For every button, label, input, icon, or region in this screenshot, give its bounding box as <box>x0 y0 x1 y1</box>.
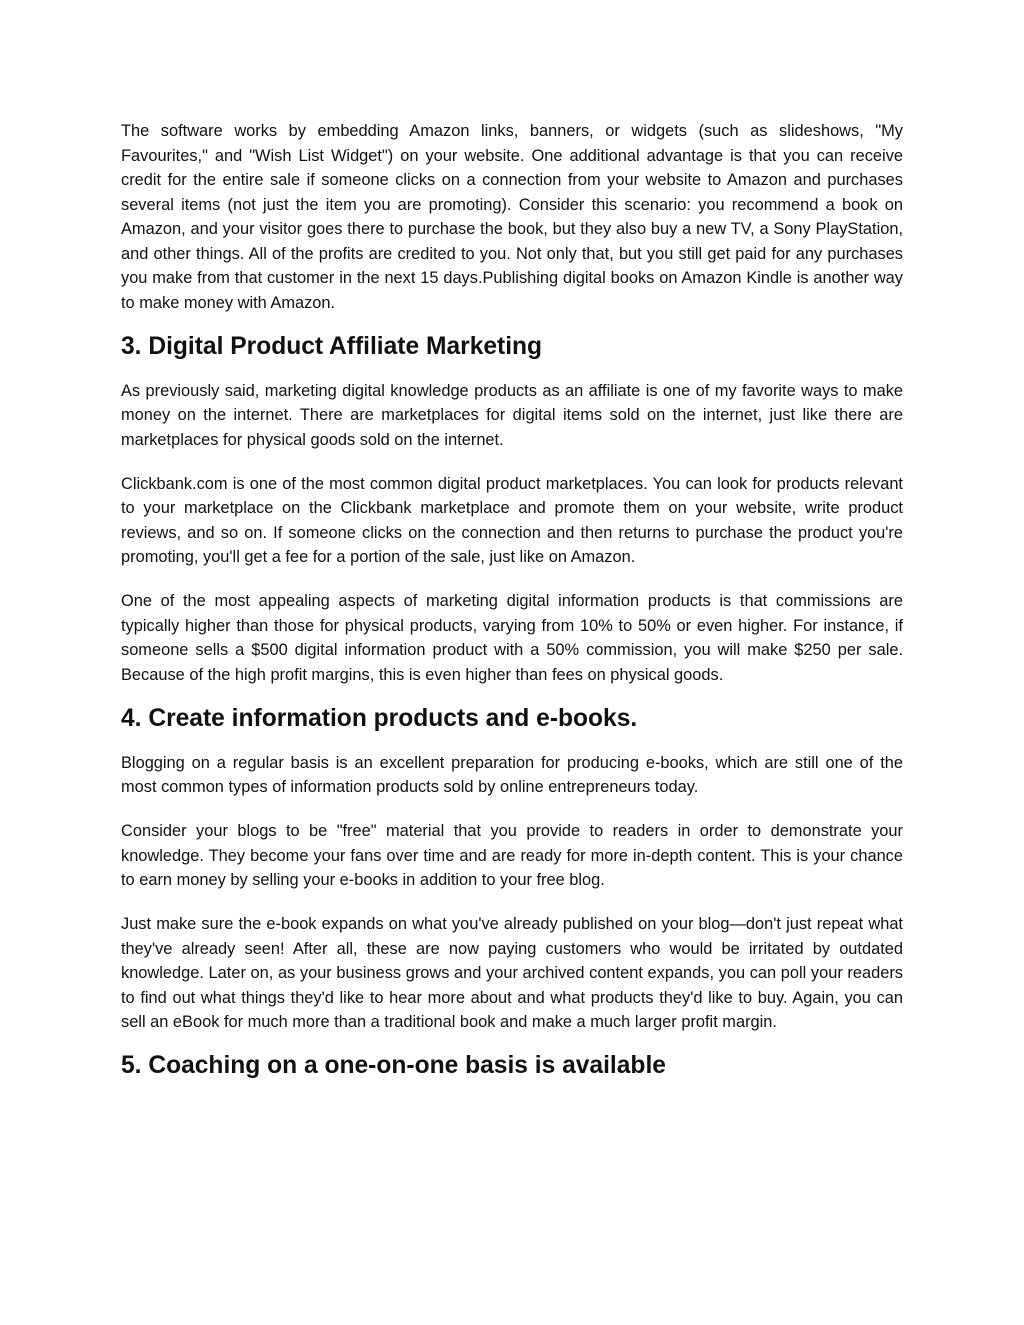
paragraph-digital-marketplaces: As previously said, marketing digital knowledge products as an affiliate is one of my favorite ways to make money on the internet. There are marketplaces for digital items sold on the internet, just like there are marketplaces for physical goods sold on the internet. <box>121 381 903 449</box>
section-heading-digital-product-affiliate: 3. Digital Product Affiliate Marketing <box>121 332 543 360</box>
paragraph-blogging-ebooks: Blogging on a regular basis is an excellent preparation for producing e-books, which are still one of the most common types of information products sold by online entrepreneurs today. <box>121 753 903 796</box>
section-heading-info-products-ebooks: 4. Create information products and e-books. <box>121 704 638 732</box>
paragraph-amazon-widgets: The software works by embedding Amazon links, banners, or widgets (such as slideshows, "My Favourites," and "Wish List Widget") on your website. One additional advantage is that you can receive credit for the entire sale if someone clicks on a connection from your website to Amazon and purchases several items (not just the item you are promoting). Consider this scenario: you recommend a book on Amazon, and your visitor goes there to purchase the book, but they also buy a new TV, a Sony PlayStation, and other things. All of the profits are credited to you. Not only that, but you still get paid for any purchases you make from that customer in the next 15 days.Publishing digital books on Amazon Kindle is another way to make money with Amazon. <box>121 122 903 312</box>
paragraph-free-material: Consider your blogs to be "free" material that you provide to readers in order to demonstrate your knowledge. They become your fans over time and are ready for more in-depth content. This is your chance to earn money by selling your e-books in addition to your free blog. <box>121 822 903 889</box>
section-heading-coaching: 5. Coaching on a one-on-one basis is available <box>121 1052 666 1079</box>
paragraph-commissions: One of the most appealing aspects of marketing digital information products is that commissions are typically higher than those for physical products, varying from 10% to 50% or even higher. For instance, if someone sells a $500 digital information product with a 50% commission, you will make $250 per sale. Because of the high profit margins, this is even higher than fees on physical goods. <box>121 592 903 684</box>
paragraph-ebook-expands: Just make sure the e-book expands on what you've already published on your blog—don't just repeat what they've already seen! After all, these are now paying customers who would be irritated by outdated knowledge. Later on, as your business grows and your archived content expands, you can poll your readers to find out what things they'd like to hear more about and what products they'd like to buy. Again, you can sell an eBook for much more than a traditional book and make a much larger profit margin. <box>121 915 903 1031</box>
paragraph-clickbank: Clickbank.com is one of the most common digital product marketplaces. You can look for products relevant to your marketplace on the Clickbank marketplace and promote them on your website, write product reviews, and so on. If someone clicks on the connection and then returns to purchase the product you're promoting, you'll get a fee for a portion of the sale, just like on Amazon. <box>121 474 903 566</box>
document-page <box>121 119 903 1098</box>
